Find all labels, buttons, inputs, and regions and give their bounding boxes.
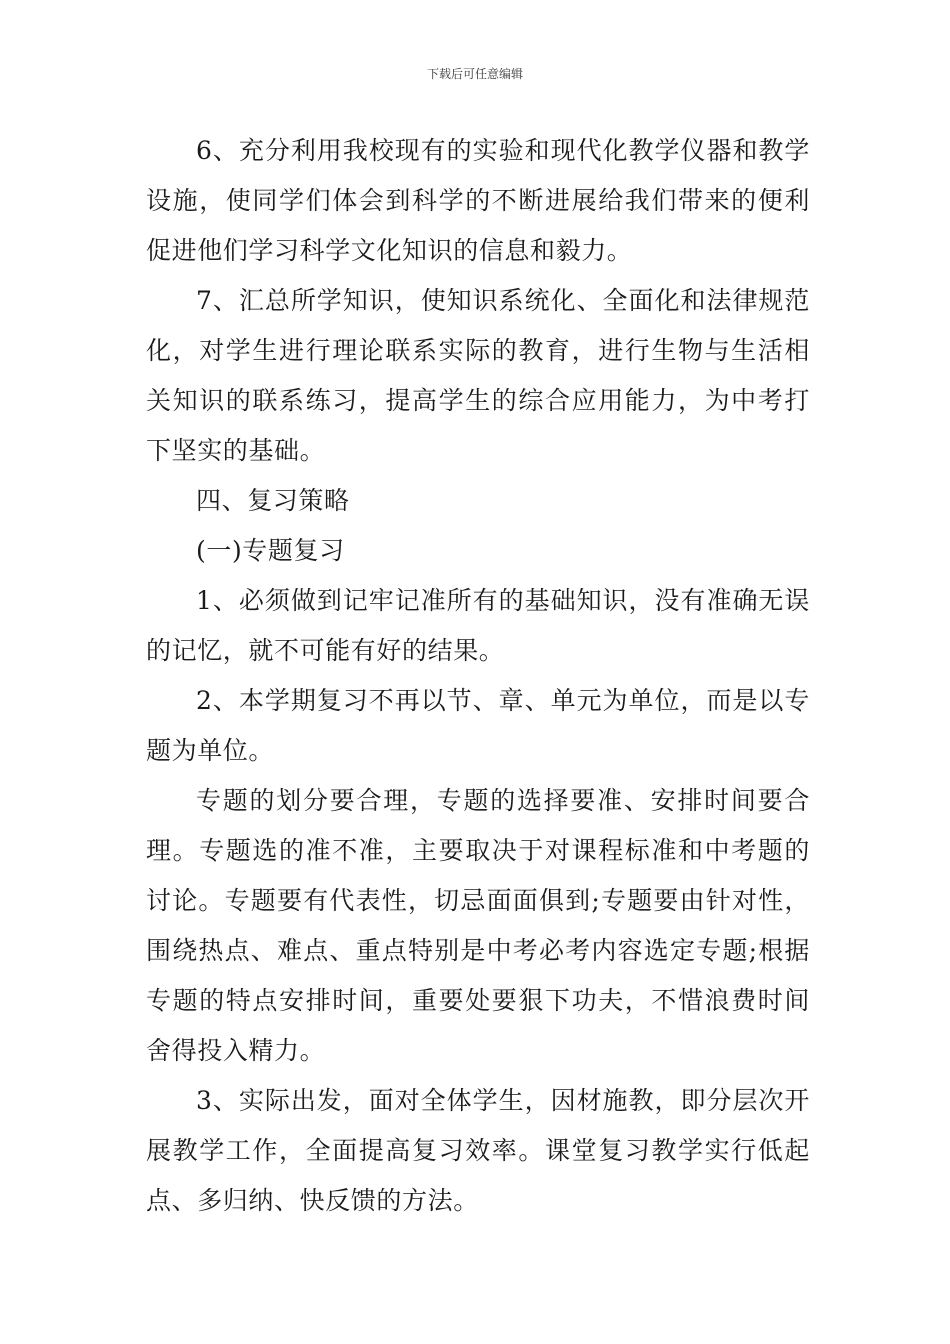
subsection-heading-topic-review: (一)专题复习 — [196, 536, 345, 565]
paragraph-item-1: 1、必须做到记牢记准所有的基础知识，没有准确无误的记忆，就不可能有好的结果。 — [146, 586, 810, 665]
paragraph-item-2: 2、本学期复习不再以节、章、单元为单位，而是以专题为单位。 — [146, 686, 810, 765]
paragraph-item-3: 3、实际出发，面对全体学生，因材施教，即分层次开展教学工作，全面提高复习效率。课堂复习教学实行低起点、多归纳、快反馈的方法。 — [146, 1086, 810, 1215]
document-body — [146, 126, 810, 1226]
paragraph-item-7: 7、汇总所学知识，使知识系统化、全面化和法律规范化，对学生进行理论联系实际的教育，进行生物与生活相关知识的联系练习，提高学生的综合应用能力，为中考打下坚实的基础。 — [146, 286, 810, 465]
section-heading-review-strategy: 四、复习策略 — [196, 486, 350, 515]
paragraph-item-6: 6、充分利用我校现有的实验和现代化教学仪器和教学设施，使同学们体会到科学的不断进展给我们带来的便利促进他们学习科学文化知识的信息和毅力。 — [146, 136, 810, 265]
page-header: 下载后可任意编辑 — [426, 67, 523, 81]
paragraph-topic-division: 专题的划分要合理，专题的选择要准、安排时间要合理。专题选的准不准，主要取决于对课程标准和中考题的讨论。专题要有代表性，切忌面面俱到;专题要由针对性，围绕热点、难点、重点特别是中考必考内容选定专题;根据专题的特点安排时间，重要处要狠下功夫，不惜浪费时间舍得投入精力。 — [146, 786, 810, 1065]
